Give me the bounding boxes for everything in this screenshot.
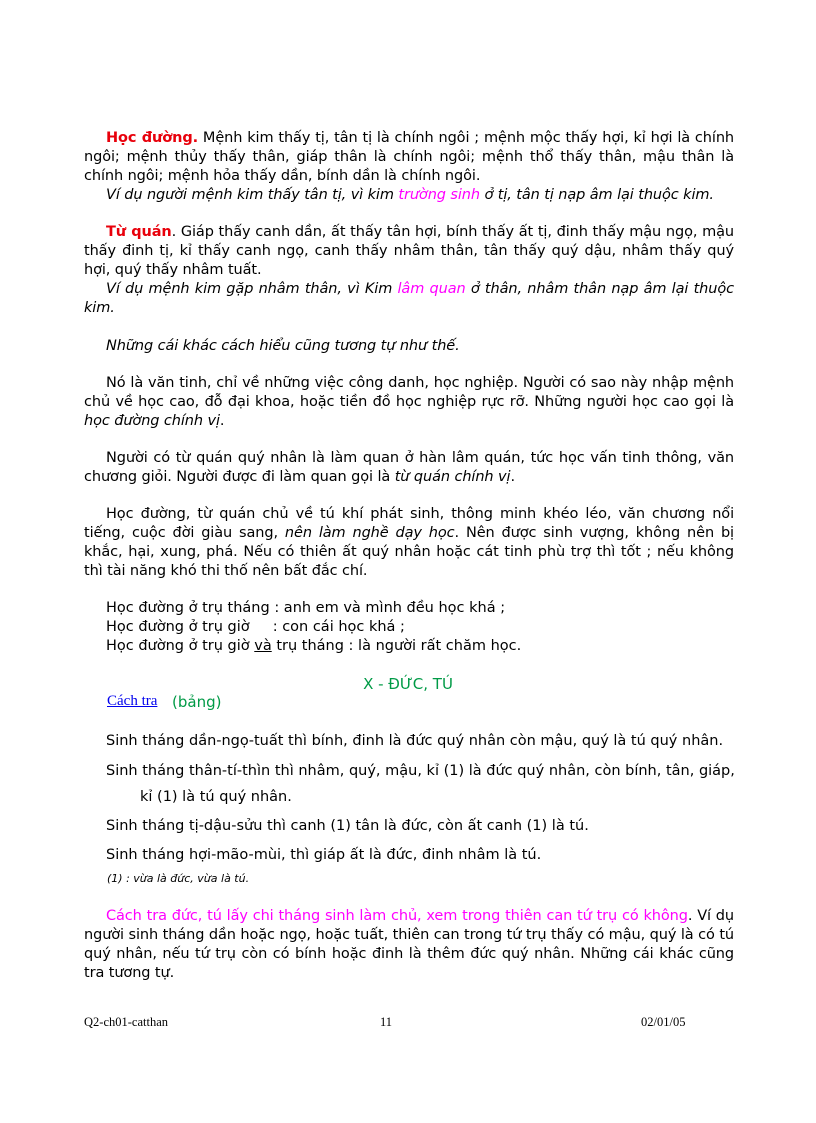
paragraph-tu-quan-quy-nhan [84, 449, 734, 487]
highlight-lam-quan: lâm quan [397, 281, 466, 297]
rule-line: kỉ (1) là tú quý nhân. [140, 789, 292, 805]
term-hoc-duong: Học đường. [106, 130, 199, 146]
bang-label: (bảng) [172, 693, 222, 711]
paragraph-text: Học đường, từ quán chủ về tú khí phát sinh, thông minh khéo léo, văn chương nổi tiếng, cuộc đời giàu sang, [84, 506, 734, 541]
term-tu-quan: Từ quán [106, 224, 172, 240]
italic-term: nên làm nghề dạy học [284, 525, 455, 541]
example-text: Ví dụ người mệnh kim thấy tân tị, vì kim [106, 187, 399, 203]
list-item [106, 637, 521, 656]
underlined-word: và [254, 638, 272, 654]
example-hoc-duong [84, 186, 734, 205]
paragraph-text: Người có từ quán quý nhân là làm quan ở hàn lâm quán, tức học vấn tinh thông, văn chương giỏi. Người được đi làm quan gọi là [84, 450, 734, 485]
section-heading: X - ĐỨC, TÚ [363, 675, 453, 693]
example-tu-quan [84, 280, 734, 318]
paragraph-cach-tra [84, 907, 734, 983]
footnote: (1) : vừa là đức, vừa là tú. [107, 872, 250, 885]
italic-term: từ quán chính vị [394, 469, 511, 485]
paragraph-text: . [219, 413, 225, 429]
footer-doc-id: Q2-ch01-catthan [84, 1015, 168, 1029]
rule-line: Sinh tháng thân-tí-thìn thì nhâm, quý, mậu, kỉ (1) là đức quý nhân, còn bính, tân, giáp, [106, 763, 735, 779]
paragraph-text: . Nên được sinh vượng, không nên bị khắc, hại, xung, phá. Nếu có thiên ất quý nhân hoặc cát tinh phù trợ thì tốt ; nếu không thì tài năng khó thi thố nên bất đắc chí. [84, 525, 734, 579]
italic-term: học đường chính vị [84, 413, 220, 429]
list-text: Học đường ở trụ giờ [106, 638, 255, 654]
list-item: Học đường ở trụ giờ : con cái học khá ; [106, 619, 405, 635]
paragraph-text: Nó là văn tinh, chỉ về những việc công danh, học nghiệp. Người có sao này nhập mệnh chủ về học cao, đỗ đại khoa, hoặc tiền đồ học nghiệp rực rỡ. Những người học cao gọi là [84, 375, 734, 410]
paragraph-tu-khi [84, 505, 734, 581]
list-text: trụ tháng : là người rất chăm học. [271, 638, 522, 654]
list-item: Học đường ở trụ tháng : anh em và mình đều học khá ; [106, 600, 506, 616]
paragraph-hoc-duong [84, 129, 734, 186]
footer-date: 02/01/05 [641, 1015, 686, 1029]
rule-line: Sinh tháng dần-ngọ-tuất thì bính, đinh là đức quý nhân còn mậu, quý là tú quý nhân. [106, 733, 724, 749]
rule-line: Sinh tháng hợi-mão-mùi, thì giáp ất là đức, đinh nhâm là tú. [106, 847, 542, 863]
highlight-cach-tra: Cách tra đức, tú lấy chi tháng sinh làm chủ, xem trong thiên can tứ trụ có không [106, 908, 688, 924]
cach-tra-link[interactable]: Cách tra [107, 693, 158, 709]
paragraph-text: . Ví dụ người sinh tháng dần hoặc ngọ, hoặc tuất, thiên can trong tứ trụ thấy có mậu, quý là có tú quý nhân, nếu tứ trụ còn có bính hoặc đinh là thêm đức quý nhân. Những cái khác cũng tra tương tự. [84, 908, 734, 981]
paragraph-tu-quan [84, 223, 734, 280]
paragraph-similar: Những cái khác cách hiểu cũng tương tự như thế. [106, 338, 460, 354]
rule-line: Sinh tháng tị-dậu-sửu thì canh (1) tân là đức, còn ất canh (1) là tú. [106, 818, 589, 834]
example-text: Ví dụ mệnh kim gặp nhâm thân, vì Kim [106, 281, 398, 297]
highlight-truong-sinh: trường sinh [398, 187, 480, 203]
example-text: ở thân, nhâm thân nạp âm lại thuộc kim. [84, 281, 734, 316]
example-text: ở tị, tân tị nạp âm lại thuộc kim. [479, 187, 714, 203]
paragraph-text: . [510, 469, 515, 485]
paragraph-text: Mệnh kim thấy tị, tân tị là chính ngôi ; mệnh mộc thấy hợi, kỉ hợi là chính ngôi; mệnh thủy thấy thân, giáp thân là chính ngôi; mệnh thổ thấy thân, mậu thân là chính ngôi; mệnh hỏa thấy dần, bính dần là chính ngôi. [84, 130, 734, 184]
paragraph-van-tinh [84, 374, 734, 431]
paragraph-text: . Giáp thấy canh dần, ất thấy tân hợi, bính thấy ất tị, đinh thấy mậu ngọ, mậu thấy đinh tị, kỉ thấy canh ngọ, canh thấy nhâm thân, tân thấy quý dậu, nhâm thấy quý hợi, quý thấy nhâm tuất. [84, 224, 735, 278]
footer-page-number: 11 [380, 1015, 393, 1029]
